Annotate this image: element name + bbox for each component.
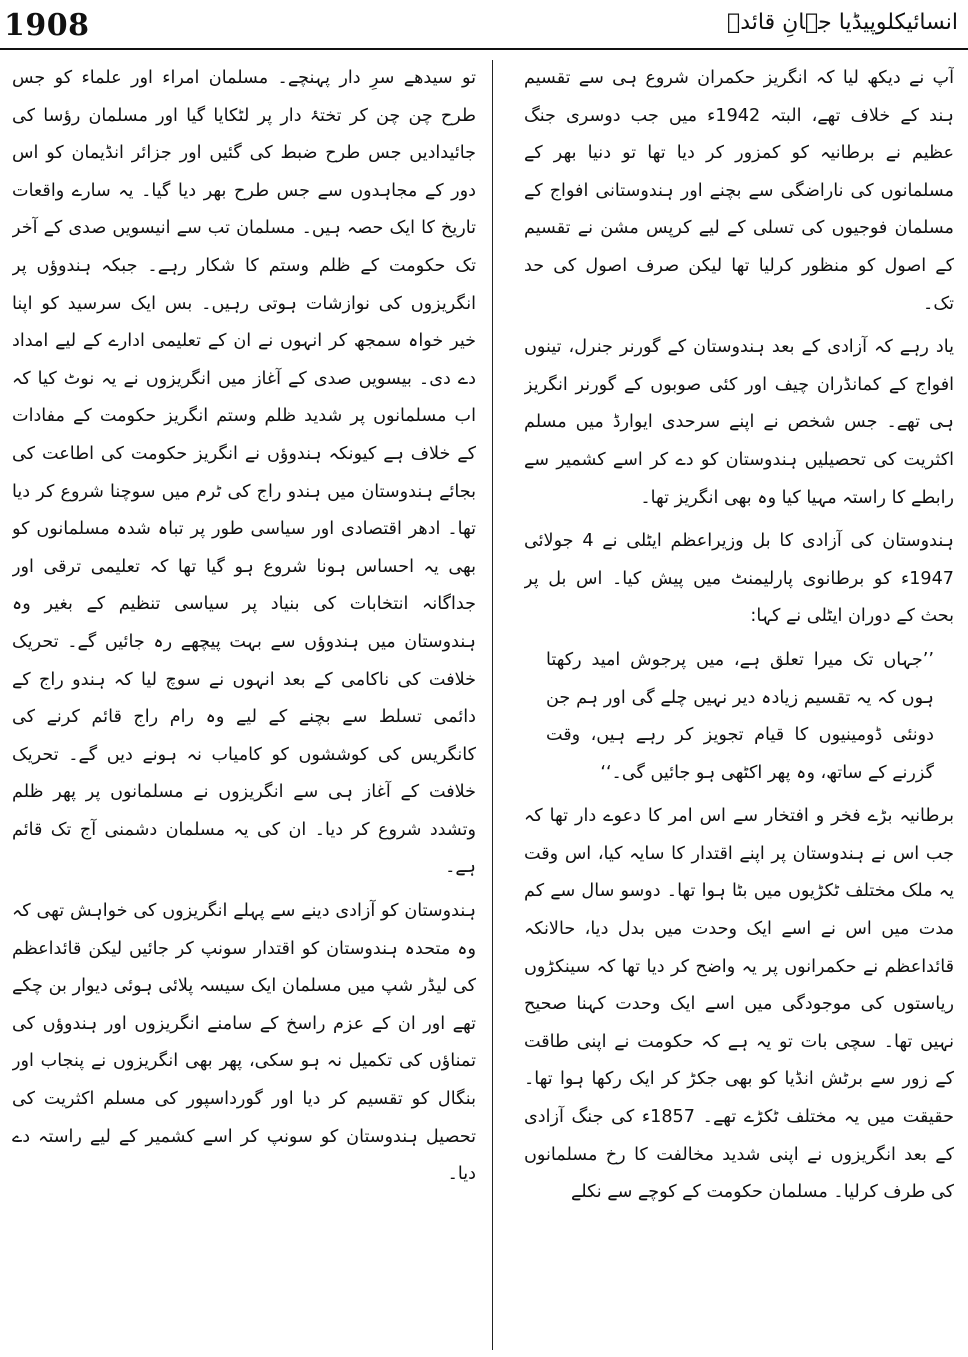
page-header: [0, 0, 968, 52]
left-column: [12, 60, 476, 1350]
block-quote: ’’جہاں تک میرا تعلق ہے، میں پرجوش امید رکھتا ہوں کہ یہ تقسیم زیادہ دیر نہیں چلے گی اور ہم جن دونئی ڈومینیوں کا قیام تجویز کر رہے ہیں، وقت گزرنے کے ساتھ، وہ پھر اکٹھی ہو جائیں گی۔‘‘: [546, 649, 934, 783]
running-title: انسائیکلوپیڈیا جہانِ قائدؒ: [727, 10, 958, 35]
paragraph: آپ نے دیکھ لیا کہ انگریز حکمران شروع ہی سے تقسیم ہند کے خلاف تھے، البتہ 1942ء میں جب دوسری جنگ عظیم نے برطانیہ کو کمزور کر دیا تھا تو دنیا بھر کے مسلمانوں کی ناراضگی سے بچنے اور ہندوستانی افواج کے مسلمان فوجیوں کی تسلی کے لیے کرپس مشن نے تقسیم کے اصول کو منظور کرلیا تھا لیکن صرف اصول کی حد تک۔: [524, 68, 954, 314]
paragraph: ہندوستان کو آزادی دینے سے پہلے انگریزوں کی خواہش تھی کہ وہ متحدہ ہندوستان کو اقتدار سونپ کر جائیں لیکن قائداعظم کی لیڈر شپ میں مسلمان ایک سیسہ پلائی ہوئی دیوار بن چکے تھے اور ان کے عزم راسخ کے سامنے انگریزوں اور ہندوؤں کی تمناؤں کی تکمیل نہ ہو سکی، پھر بھی انگریزوں نے پنجاب اور بنگال کو تقسیم کر دیا اور گورداسپور کی مسلم اکثریت کی تحصیل ہندوستان کو سونپ کر اسے کشمیر کے لیے راستہ دے دیا۔: [12, 901, 476, 1185]
paragraph: تو سیدھے سرِ دار پہنچے۔ مسلمان امراء اور علماء کو جس طرح چن چن کر تختۂ دار پر لٹکایا گیا اور مسلمان رؤسا کی جائیدادیں جس طرح ضبط کی گئیں اور جزائر انڈیمان کو اس دور کے مجاہدوں سے جس طرح بھر دیا گیا۔ یہ سارے واقعات تاریخ کا ایک حصہ ہیں۔ مسلمان تب سے انیسویں صدی کے آخر تک حکومت کے ظلم وستم کا شکار رہے۔ جبکہ ہندوؤں پر انگریزوں کی نوازشات ہوتی رہیں۔ بس ایک سرسید کو اپنا خیر خواہ سمجھ کر انہوں نے ان کے تعلیمی ادارے کے لیے امداد دے دی۔ بیسویں صدی کے آغاز میں انگریزوں نے یہ نوٹ کیا کہ اب مسلمانوں پر شدید ظلم وستم انگریز حکومت کے مفادات کے خلاف ہے کیونکہ ہندوؤں نے انگریز حکومت کی اطاعت کی بجائے ہندوستان میں ہندو راج کی ٹرم میں سوچنا شروع کر دیا تھا۔ ادھر اقتصادی اور سیاسی طور پر تباہ شدہ مسلمانوں کو بھی یہ احساس ہونا شروع ہو گیا تھا کہ تعلیمی ترقی اور جداگانہ انتخابات کی بنیاد پر سیاسی تنظیم کے بغیر وہ ہندوستان میں ہندوؤں سے بہت پیچھے رہ جائیں گے۔ تحریک خلافت کی ناکامی کے بعد انہوں نے سوچ لیا کہ ہندو راج کے دائمی تسلط سے بچنے کے لیے وہ رام راج قائم کرنے کی کانگریس کی کوششوں کو کامیاب نہ ہونے دیں گے۔ تحریک خلافت کے آغاز ہی سے انگریزوں نے مسلمانوں پر پھر ظلم وتشدد شروع کر دیا۔ ان کی یہ مسلمان دشمنی آج تک قائم ہے۔: [12, 68, 476, 878]
column-divider: [492, 60, 493, 1350]
header-rule: [0, 48, 968, 50]
right-column: [524, 60, 954, 1350]
paragraph: ہندوستان کی آزادی کا بل وزیراعظم ایٹلی نے 4 جولائی 1947ء کو برطانوی پارلیمنٹ میں پیش کیا۔ اس بل پر بحث کے دوران ایٹلی نے کہا:: [524, 531, 954, 627]
paragraph: یاد رہے کہ آزادی کے بعد ہندوستان کے گورنر جنرل، تینوں افواج کے کمانڈران چیف اور کئی صوبوں کے گورنر انگریز ہی تھے۔ جس شخص نے اپنے سرحدی ایوارڈ میں مسلم اکثریت کی تحصیلیں ہندوستان کو دے کر اسے کشمیر سے رابطے کا راستہ مہیا کیا وہ بھی انگریز تھا۔: [524, 337, 954, 508]
paragraph: برطانیہ بڑے فخر و افتخار سے اس امر کا دعوے دار تھا کہ جب اس نے ہندوستان پر اپنے اقتدار کا سایہ کیا، اس وقت یہ ملک مختلف ٹکڑیوں میں بٹا ہوا تھا۔ دوسو سال سے کم مدت میں اس نے اسے ایک وحدت میں بدل دیا، حالانکہ قائداعظم نے حکمرانوں پر یہ واضح کر دیا تھا کہ سینکڑوں ریاستوں کی موجودگی میں اسے ایک وحدت کہنا صحیح نہیں تھا۔ سچی بات تو یہ ہے کہ حکومت نے اپنی طاقت کے زور سے برٹش انڈیا کو بھی جکڑ کر ایک رکھا ہوا تھا۔ حقیقت میں یہ مختلف ٹکڑے تھے۔ 1857ء کی جنگ آزادی کے بعد انگریزوں نے اپنی شدید مخالفت کا رخ مسلمانوں کی طرف کرلیا۔ مسلمان حکومت کے کوچے سے نکلے: [524, 806, 954, 1203]
page-number: 1908: [4, 8, 90, 43]
